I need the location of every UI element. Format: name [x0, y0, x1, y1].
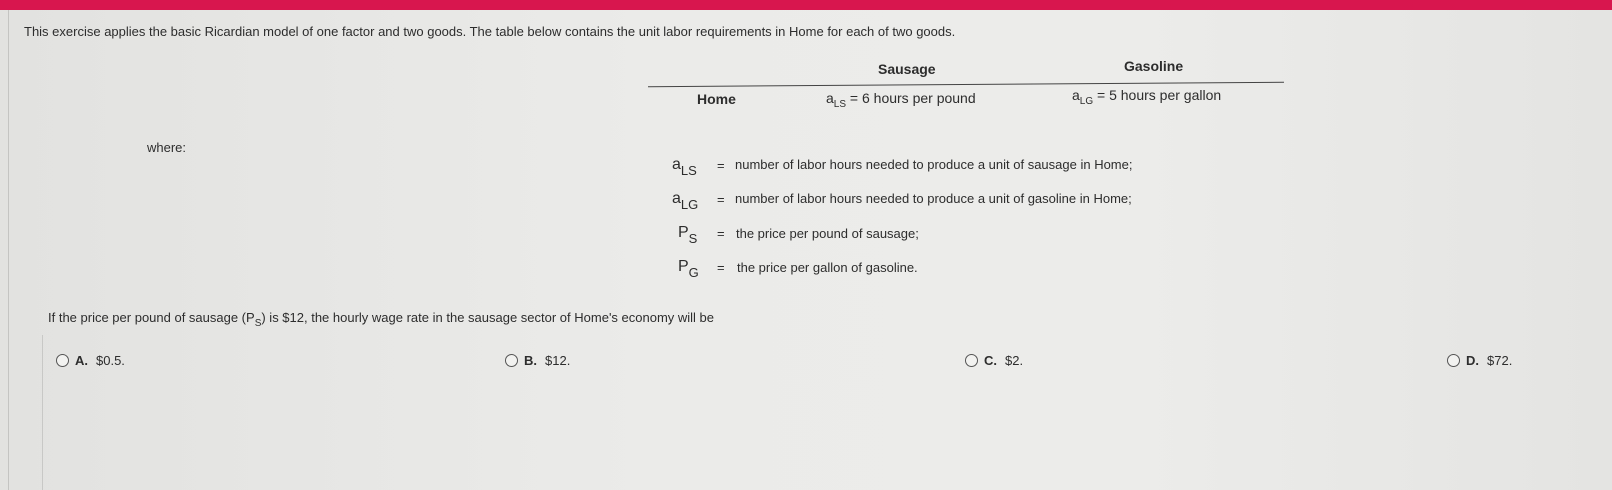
definition-text: number of labor hours needed to produce a unit of sausage in Home; [735, 157, 1133, 172]
radio-button-icon[interactable] [56, 354, 69, 367]
option-letter: D. [1466, 353, 1479, 368]
option-value: $2. [1005, 353, 1024, 368]
option-letter: B. [524, 353, 537, 368]
definition-text: the price per pound of sausage; [736, 226, 919, 241]
option-c[interactable] [965, 353, 1023, 368]
table-header-gasoline: Gasoline [1124, 58, 1184, 74]
intro-text: This exercise applies the basic Ricardian model of one factor and two goods. The table below contains the unit labor requirements in Home for each of two goods. [24, 24, 956, 39]
definition-equals: = [717, 226, 725, 241]
definition-symbol: $P_S$ [678, 224, 698, 246]
option-a[interactable] [56, 353, 125, 368]
table-header-sausage: Sausage [878, 61, 936, 77]
top-accent-bar [0, 0, 1612, 10]
definition-symbol: $a_{LS}$ [672, 156, 697, 178]
definition-symbol: $a_{LG}$ [672, 190, 699, 212]
option-letter: C. [984, 353, 997, 368]
where-label: where: [147, 140, 187, 155]
radio-button-icon[interactable] [505, 354, 518, 367]
table-cell-sausage: $a_{LS} = 6$ hours per pound [826, 90, 976, 110]
option-value: $0.5. [96, 353, 125, 368]
radio-button-icon[interactable] [1447, 354, 1460, 367]
option-value: $12. [545, 353, 571, 368]
option-d[interactable] [1447, 353, 1512, 368]
option-b[interactable] [505, 353, 570, 368]
left-border [8, 10, 9, 490]
definition-equals: = [717, 192, 725, 207]
definition-text: number of labor hours needed to produce a unit of gasoline in Home; [735, 191, 1132, 206]
option-value: $72. [1487, 353, 1513, 368]
question-text: If the price per pound of sausage $(P_S)$ is $12, the hourly wage rate in the sausage sector of Home's economy will be [48, 310, 715, 329]
definition-symbol: $P_G$ [678, 258, 699, 280]
definition-equals: = [717, 260, 725, 275]
left-divider [42, 335, 43, 490]
table-cell-gasoline: $a_{LG} = 5$ hours per gallon [1072, 87, 1222, 107]
radio-button-icon[interactable] [965, 354, 978, 367]
option-letter: A. [75, 353, 88, 368]
definition-equals: = [717, 158, 725, 173]
question-panel [0, 10, 1612, 490]
definition-text: the price per gallon of gasoline. [737, 260, 918, 275]
table-row-label-home: Home [697, 91, 736, 107]
